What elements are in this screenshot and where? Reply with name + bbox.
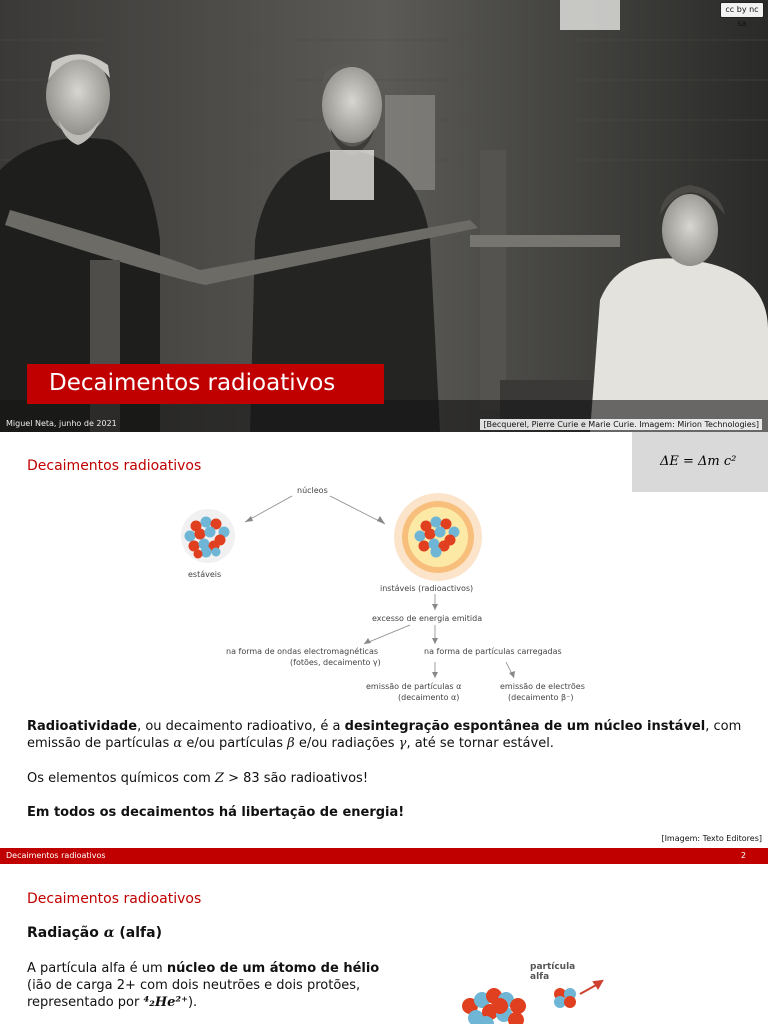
alpha-radiation-slide <box>0 864 768 1024</box>
text-fragment: A partícula alfa é um <box>27 961 167 976</box>
title-slide <box>0 0 768 432</box>
slide-heading: Decaimentos radioativos <box>27 891 202 907</box>
label-alpha-decay: (decaimento α) <box>398 693 460 702</box>
helium-ion-symbol: ⁴₂He²⁺ <box>143 995 188 1010</box>
label-line: alfa <box>530 972 550 982</box>
slide-title: Decaimentos radioativos <box>49 370 336 396</box>
motion-arrow-icon <box>580 981 602 994</box>
alpha-figure-label <box>530 962 575 982</box>
label-energy-excess: excesso de energia emitida <box>372 614 483 623</box>
label-em-waves: na forma de ondas electromagnéticas <box>226 647 379 656</box>
diagram-arrows <box>170 482 610 712</box>
symbol-alpha: α <box>103 925 115 941</box>
label-alpha-emission: emissão de partículas α <box>366 682 462 691</box>
term-radioactivity: Radioatividade <box>27 719 138 734</box>
text-fragment: Os elementos químicos com <box>27 771 215 786</box>
footer-title: Decaimentos radioativos <box>6 851 106 860</box>
symbol-z: Z <box>214 771 224 786</box>
text-fragment: e/ou partículas <box>182 736 288 751</box>
title-banner <box>27 364 384 404</box>
label-charged-particles: na forma de partículas carregadas <box>424 647 562 656</box>
alpha-particle-icon <box>554 988 576 1008</box>
text-fragment: , até se tornar estável. <box>406 736 554 751</box>
term-spontaneous-disintegration: desintegração espontânea de um núcleo instável <box>344 719 706 734</box>
atomic-number-note <box>27 770 757 787</box>
slide-heading: Decaimentos radioativos <box>27 458 202 474</box>
label-nuclei: núcleos <box>297 486 328 495</box>
image-credit: [Becquerel, Pierre Curie e Marie Curie. Imagem: Mirion Technologies] <box>480 419 762 430</box>
text-fragment: (ião de carga 2+ com dois neutrões e dois protões, representado por <box>27 978 361 1010</box>
mass-energy-formula: ΔE = Δm c² <box>660 454 737 469</box>
label-beta-decay: (decaimento β⁻) <box>508 693 574 702</box>
alpha-particle-description <box>27 960 397 1011</box>
term-helium-nucleus: núcleo de um átomo de hélio <box>166 961 380 976</box>
energy-release-note: Em todos os decaimentos há libertação de energia! <box>27 805 405 820</box>
text-fragment: e/ou radiações <box>294 736 399 751</box>
author-credit: Miguel Neta, junho de 2021 <box>6 419 117 428</box>
alpha-heading <box>27 925 162 941</box>
text-fragment: (alfa) <box>114 925 162 941</box>
page-number: 2 <box>740 851 746 860</box>
slide-footer <box>0 848 768 864</box>
formula-box <box>632 432 768 492</box>
label-stable: estáveis <box>188 570 222 579</box>
text-fragment: ). <box>187 995 198 1010</box>
license-badge: cc by nc sa <box>720 2 764 18</box>
text-fragment: , ou decaimento radioativo, é a <box>137 719 345 734</box>
symbol-gamma: γ <box>398 736 407 751</box>
radioactivity-definition <box>27 718 757 752</box>
label-unstable: instáveis (radioactivos) <box>380 584 474 593</box>
label-em-waves-detail: (fotões, decaimento γ) <box>290 658 381 667</box>
label-line: partícula <box>530 962 576 972</box>
symbol-alpha: α <box>173 736 183 751</box>
text-fragment: , com emissão de partículas <box>27 719 742 751</box>
text-fragment: Radiação <box>27 925 104 941</box>
parent-nucleus-icon <box>462 988 526 1024</box>
symbol-beta: β <box>287 736 295 751</box>
unstable-nucleus-icon <box>394 493 482 581</box>
label-electron-emission: emissão de electrões <box>500 682 585 691</box>
radioactivity-slide <box>0 432 768 864</box>
image-credit: [Imagem: Texto Editores] <box>661 834 762 843</box>
stable-nucleus-icon <box>181 509 235 563</box>
text-fragment: > 83 são radioativos! <box>223 771 369 786</box>
nuclei-diagram <box>170 482 610 712</box>
